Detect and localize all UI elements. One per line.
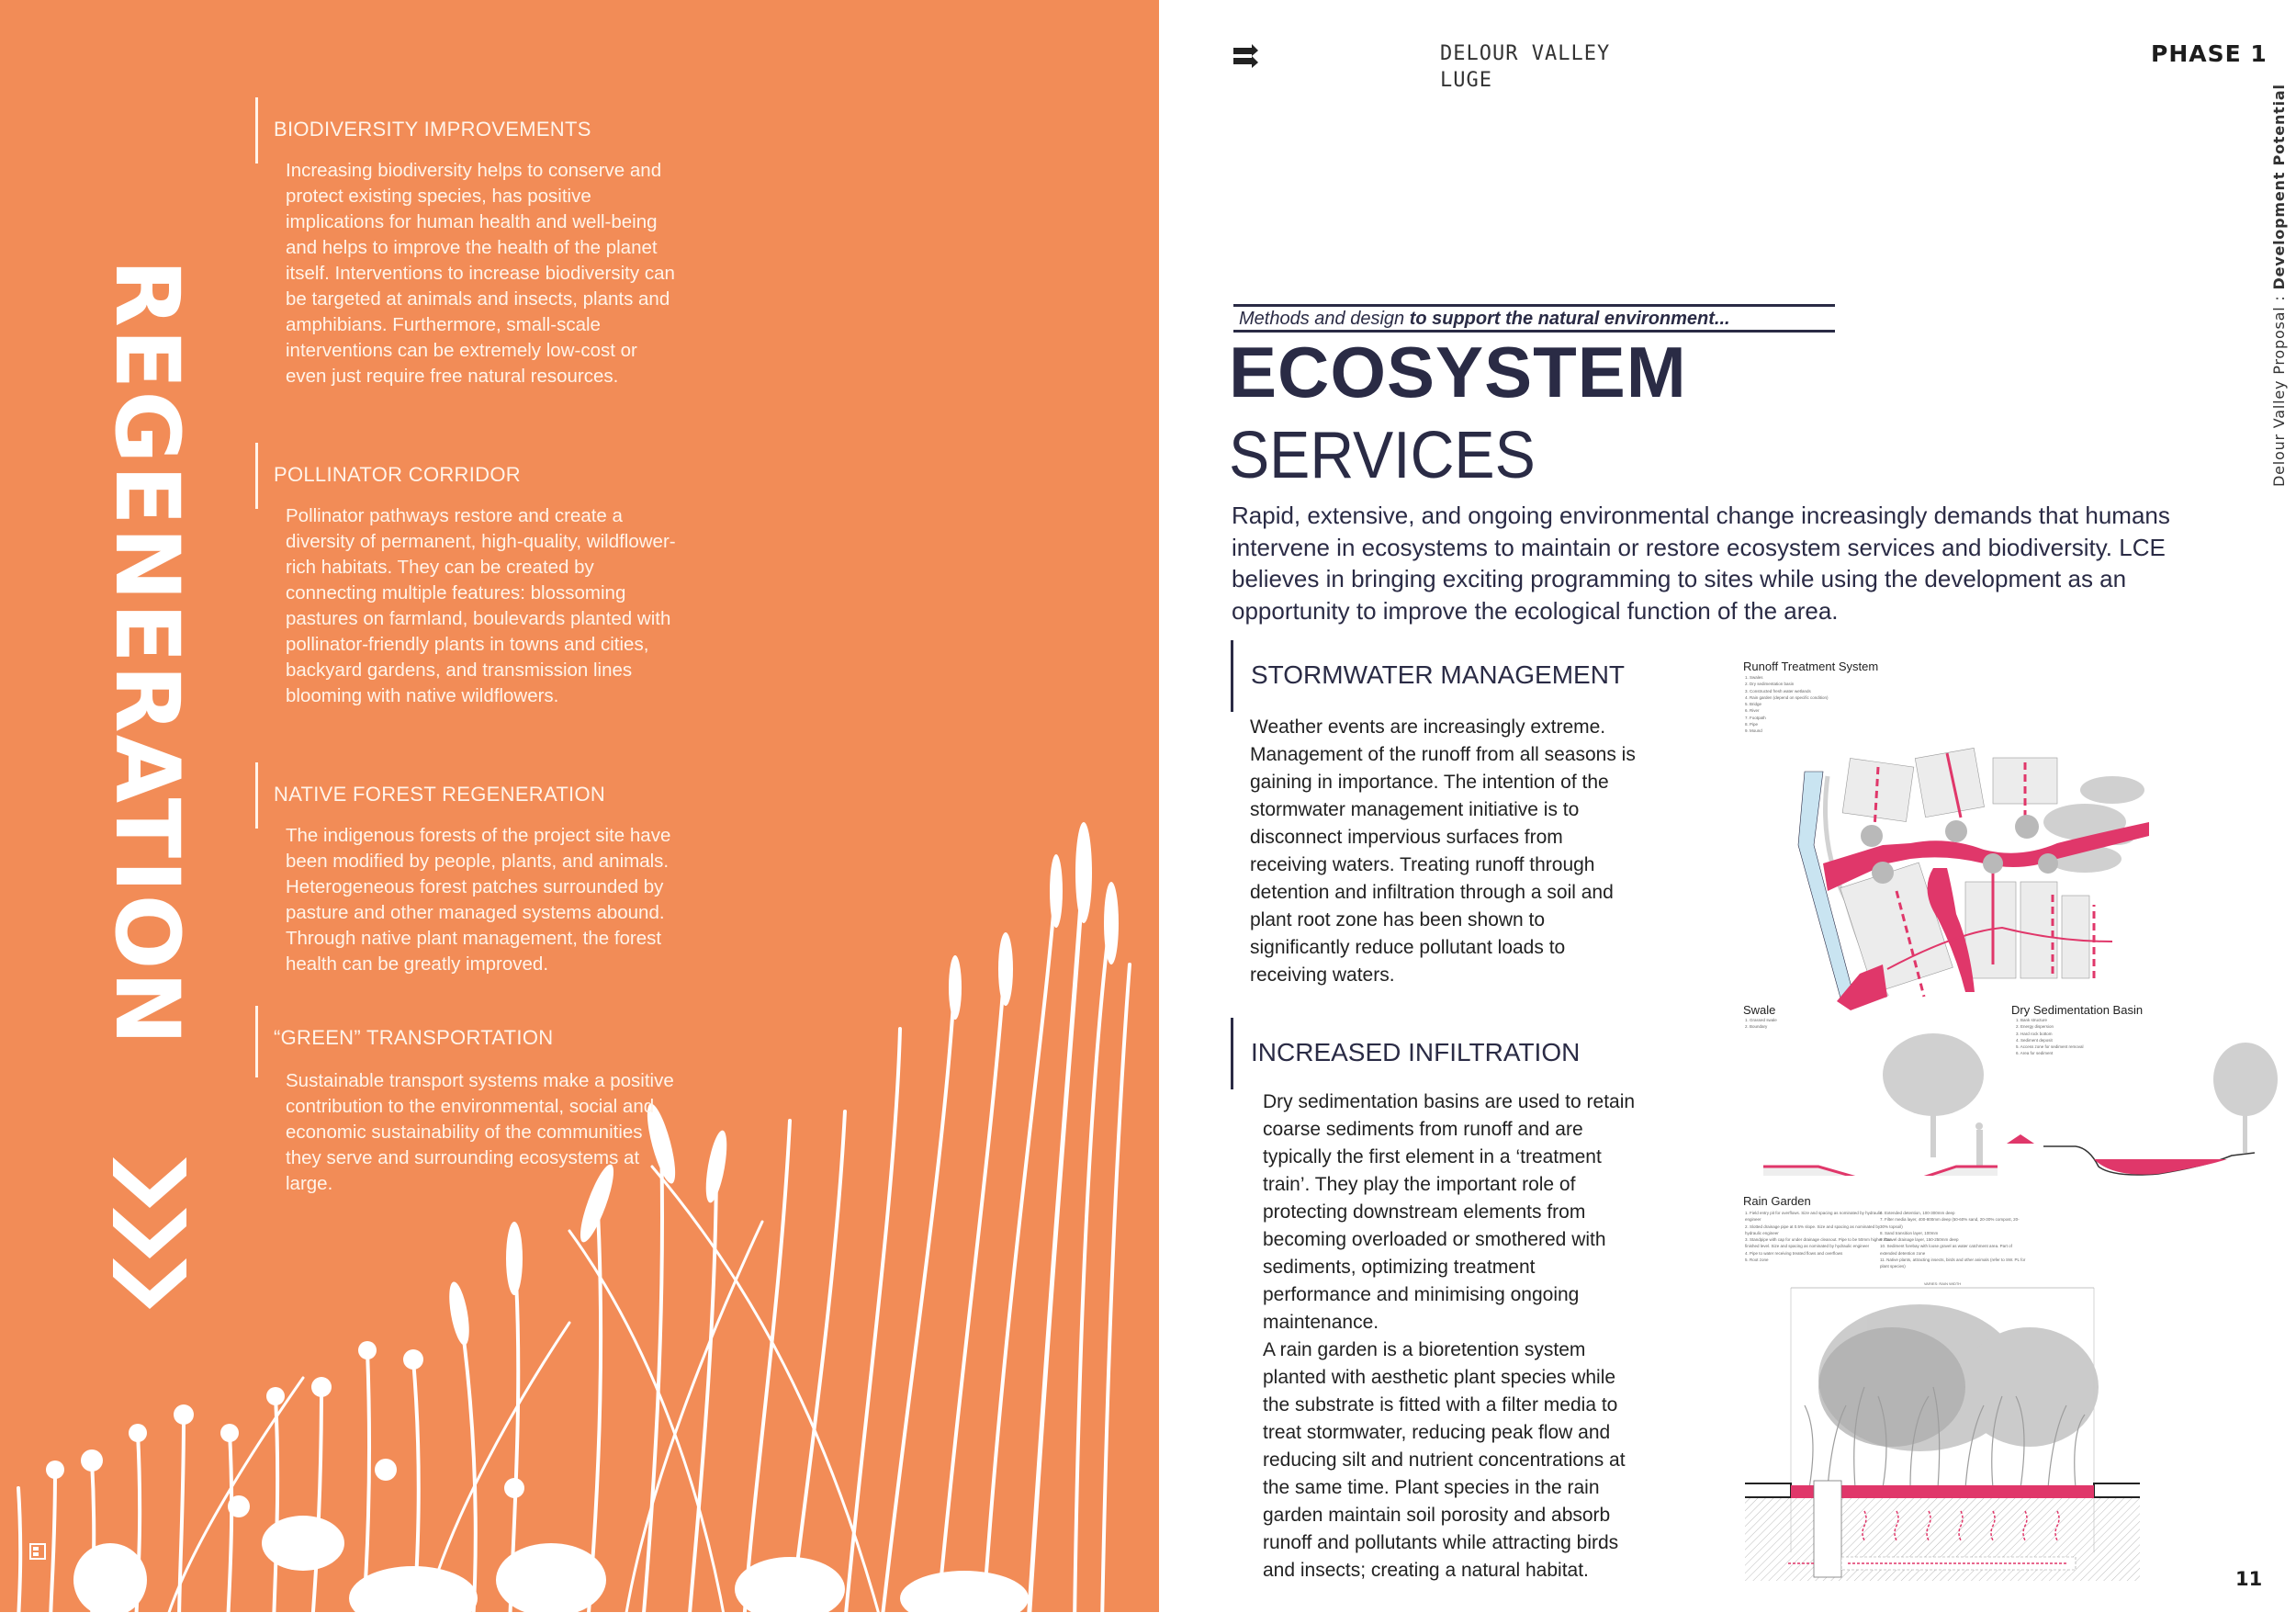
section-body: The indigenous forests of the project site have been modified by people, plants, and animals. Heterogeneous forest patches surrounded by pasture and other managed systems abound. Through native plant management, the forest health can be greatly improved. (286, 825, 671, 975)
legend-item: 1. Grassed swale (1745, 1018, 1777, 1022)
legend-item: 8. Sand transition layer, 100mm (1880, 1230, 1939, 1235)
legend-item: 5. Bridge (1745, 702, 1762, 707)
rain-garden-section-diagram (1745, 1277, 2204, 1589)
legend-item: 5. Root zone (1745, 1257, 1769, 1263)
legend-item: 8. Pipe (1745, 722, 1759, 727)
legend-item: 2. Energy dispersion (2016, 1024, 2054, 1030)
intro-paragraph: Rapid, extensive, and ongoing environmental change increasingly demands that humans intervene in ecosystems to maintain or restore ecosystem services and biodiversity. LCE believes in bringing exciting programming to sites while using the development as an opportunity to improve the ecological function of the area. (1232, 502, 2170, 625)
runoff-legend (1745, 674, 1829, 735)
rain-garden-legend-left (1745, 1210, 1892, 1263)
regeneration-vertical-title: REGENERATION (96, 259, 198, 1047)
kicker-bold: to support the natural environment... (1409, 309, 1730, 329)
legend-item: 6. Area for sediment (2016, 1051, 2054, 1056)
section-divider-bar (1231, 640, 1233, 712)
page-title: ECOSYSTEM (1229, 332, 1687, 412)
diagram-title-rain-garden: Rain Garden (1743, 1194, 1811, 1208)
section-heading: INCREASED INFILTRATION (1251, 1038, 1581, 1066)
kicker-normal: Methods and design (1239, 309, 1410, 329)
project-name-line1: DELOUR VALLEY (1440, 42, 1611, 65)
section-body: Weather events are increasingly extreme. Management of the runoff from all seasons is gaining in importance. The intention of the stormwater management initiative is to disconnect impervious surfaces from receiving waters. Treating runoff through detention and infiltration through a soil and plant root zone has been shown to significantly reduce pollutant loads to receiving waters. (1250, 716, 1636, 986)
section-heading: POLLINATOR CORRIDOR (274, 463, 521, 486)
section-heading: BIODIVERSITY IMPROVEMENTS (274, 118, 591, 141)
diagram-title-runoff: Runoff Treatment System (1743, 660, 1879, 673)
legend-item: 9. Gravel drainage layer, 150-250mm deep (1880, 1237, 1959, 1243)
section-heading: “GREEN” TRANSPORTATION (274, 1026, 554, 1049)
legend-item: 3. Constructed fresh water wetlands (1745, 688, 1811, 694)
section-divider-bar (255, 443, 258, 509)
legend-item: 1. Swales (1745, 675, 1763, 680)
legend-item: 11. Native plants, attracting insects, birds and other animals (refer to SW. PL for plant species) (1880, 1257, 2026, 1269)
legend-item: 3. Hard rock bottom (2016, 1031, 2053, 1036)
diagram-title-dry-basin: Dry Sedimentation Basin (2011, 1003, 2144, 1017)
legend-item: 6. Extended detention, 100-300mm deep (1880, 1211, 1955, 1215)
section-heading: STORMWATER MANAGEMENT (1251, 660, 1626, 689)
page-subtitle: SERVICES (1229, 419, 1536, 492)
legend-item: 9. Mound (1745, 728, 1762, 734)
legend-item: 10. Sediment forebay with loose gravel as water catchment area. Part of extended detention zone (1880, 1244, 2012, 1256)
legend-item: 2. Dry sedimentation basin (1745, 682, 1795, 687)
section-body (1263, 1088, 1639, 1585)
legend-item: 2. Slotted drainage pipe at 0.5% slope. Size and spacing as nominated by hydraulic engineer (1745, 1224, 1881, 1235)
small-brand-logo-icon (29, 1543, 46, 1560)
triple-chevron-down-icon (108, 1157, 191, 1314)
section-divider-bar (255, 97, 258, 164)
diagram-title-swale: Swale (1743, 1003, 1776, 1017)
runoff-treatment-plan-diagram (1727, 735, 2278, 1010)
swale-section-diagram (1745, 1010, 2002, 1176)
section-side-label (2270, 84, 2288, 487)
phase-label: PHASE 1 (2151, 40, 2268, 67)
dry-sedimentation-basin-section-diagram (1993, 1010, 2278, 1176)
side-label-normal: Delour Valley Proposal : (2270, 289, 2288, 487)
section-body: Pollinator pathways restore and create a diversity of permanent, high-quality, wildflower-rich habitats. They can be created by connecting multiple features: blossoming pastures on farmland, boulevards planted with pollinator-friendly plants in towns and cities, backyard gardens, and transmission lines blooming with native wildflowers. (286, 505, 676, 706)
dimension-label: VARIES: RAIN WIDTH (1923, 1281, 1962, 1286)
paragraph-rain-garden: A rain garden is a bioretention system planted with aesthetic plant species while the substrate is fitted with a filter media to treat stormwater, reducing peak flow and reducing silt and nutrient concentrations at the same time. Plant species in the rain garden maintain soil porosity and absorb runoff and pollutants while attracting birds and insects; creating a natural habitat. (1263, 1339, 1626, 1581)
legend-item: 1. Bank structure (2016, 1018, 2048, 1022)
section-divider-bar (1231, 1018, 1233, 1089)
project-name-line2: LUGE (1440, 69, 1492, 92)
legend-item: 2. Boundary (1745, 1024, 1768, 1030)
section-body: Sustainable transport systems make a positive contribution to the environmental, social and economic sustainability of the communities they serve and surrounding ecosystems at large. (286, 1070, 674, 1194)
legend-item: 4. Pipe to water receiving treated flows and overflows (1745, 1250, 1843, 1256)
legend-item: 7. Filter media layer, 400-800mm deep (50-60% sand, 20-30% compost, 20-30% topsoil) (1880, 1217, 2020, 1229)
arrow-logo-icon (1233, 44, 1259, 68)
section-divider-bar (255, 762, 258, 829)
section-heading: NATIVE FOREST REGENERATION (274, 783, 606, 806)
section-body: Increasing biodiversity helps to conserve and protect existing species, has positive implications for human health and well-being and helps to improve the health of the planet itself. Interventions to increase biodiversity can be targeted at animals and insects, plants and amphibians. Furthermore, small-scale interventions can be extremely low-cost or even just require free natural resources. (286, 160, 675, 387)
page-number: 11 (2235, 1568, 2263, 1590)
side-label-bold: Development Potential (2270, 84, 2288, 290)
legend-item: 1. Field entry pit for overflows. Size and spacing as nominated by hydraulic engineer (1745, 1211, 1883, 1223)
section-divider-bar (255, 1006, 258, 1077)
legend-item: 3. Standpipe with cap for under drainage cleanout. Pipe to be 50mm higher than finished level. Size and spacing as nominated by hydraulic engineer (1745, 1237, 1892, 1249)
paragraph-dry-basins: Dry sedimentation basins are used to retain coarse sediments from runoff and are typically the first element in a ‘treatment train’. They play the important role of protecting downstream elements from becoming overloaded or smothered with sediments, optimizing treatment performance and minimising ongoing maintenance. (1263, 1091, 1636, 1333)
legend-item: 4. Rain garden (depend on specific condition) (1745, 694, 1829, 700)
rain-garden-legend-right (1880, 1210, 2027, 1270)
legend-item: 4. Sediment deposit (2016, 1037, 2053, 1043)
legend-item: 7. Footpath (1745, 715, 1766, 720)
legend-item: 6. River (1745, 708, 1760, 714)
legend-item: 5. Access zone for sediment removal (2016, 1044, 2084, 1050)
project-name (1440, 40, 1610, 94)
kicker-line (1233, 304, 1835, 333)
